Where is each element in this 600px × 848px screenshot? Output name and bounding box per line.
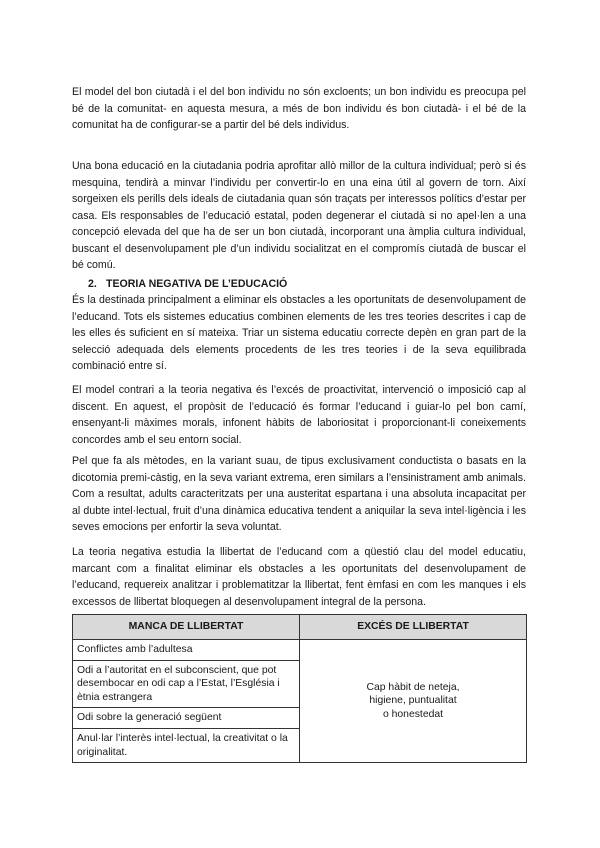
paragraph-methods: Pel que fa als mètodes, en la variant suau, de tipus exclusivament conductista o basats en la dicotomia premi-càstig, en la seva variant extrema, eren similars a l’ensinistrament amb animals. Com a resultat, adults caracteritzats per una austeritat espartana i una absoluta incapacitat per al dubte intel·lectual, fruit d’una dinàmica educativa tendent a aniquilar la seva intel·ligència i les seves emocions per enfortir la seva voluntat. (72, 455, 526, 533)
excess-line: higiene, puntualitat (369, 695, 457, 707)
table-cell-lack: Odi a l’autoritat en el subconscient, que pot desembocar en odi cap a l’Estat, l’Església i ètnia estrangera (73, 660, 300, 708)
table-row (73, 640, 527, 661)
section-title: TEORIA NEGATIVA DE L’EDUCACIÓ (106, 278, 288, 290)
header-excess-of-freedom: EXCÉS DE LLIBERTAT (300, 615, 527, 640)
paragraph-contrary-model: El model contrari a la teoria negativa és l’excés de proactivitat, intervenció o imposició cap al discent. En aquest, el propòsit de l’educació és formar l’educand i guiar-lo pel bon camí, ensenyant-li màximes morals, infonent hàbits de laboriositat i proporcionant-li coneixements concordes amb el seu entorn social. (72, 384, 526, 446)
table-cell-lack: Odi sobre la generació següent (73, 708, 300, 729)
paragraph-citizenship-education: Una bona educació en la ciutadania podria aprofitar allò millor de la cultura individual; però si és mesquina, tendirà a minvar l’individu per convertir-lo en una eina útil al govern de torn. Així sorgeixen els perills dels ideals de ciutadania quan són traçats per interessos polítics d’estar per casa. Els responsables de l’educació estatal, poden degenerar el ciutadà si no apel·len a una concepció elevada del que ha de ser un bon ciutadà, incorporant una àmplia cultura individual, buscant el desenvolupament ple d’un individu socialitzat en el compromís ciutadà de buscar el bé comú. (72, 160, 526, 271)
excess-line: Cap hàbit de neteja, (366, 681, 460, 693)
paragraph-freedom-study: La teoria negativa estudia la llibertat de l’educand com a qüestió clau del model educatiu, marcant com a finalitat eliminar els obstacles a les oportunitats del desenvolupament de l’educand, requereix analitzar i problematitzar la llibertat, fent èmfasi en com les manques i els excessos de llibertat bloquegen al desenvolupament integral de la persona. (72, 546, 526, 608)
freedom-table (72, 614, 527, 763)
table-cell-excess (300, 640, 527, 763)
paragraph-good-citizen-model: El model del bon ciutadà i el del bon individu no són excloents; un bon individu es preocupa pel bé de la comunitat- en aquesta mesura, a més de bon individu és bon ciutadà- i el bé de la comunitat ha de configurar-se a partir del bé dels individus. (72, 86, 526, 131)
table-header-row (73, 615, 527, 640)
section-number: 2. (88, 278, 97, 290)
paragraph-negative-theory-definition: És la destinada principalment a eliminar els obstacles a les oportunitats de desenvolupament de l’educand. Tots els sistemes educatius combinen elements de les tres teories descrites i cap de les elles és suficient en sí mateixa. Triar un sistema educatiu correcte depèn en gran part de la selecció adequada dels elements procedents de les tres teories i de la seva equilibrada combinació entre sí. (72, 294, 526, 372)
section-heading (88, 276, 287, 292)
table-cell-lack: Anul·lar l’interès intel·lectual, la creativitat o la originalitat. (73, 728, 300, 762)
table-cell-lack: Conflictes amb l’adultesa (73, 640, 300, 661)
header-lack-of-freedom: MANCA DE LLIBERTAT (73, 615, 300, 640)
excess-line: o honestedat (382, 708, 444, 720)
